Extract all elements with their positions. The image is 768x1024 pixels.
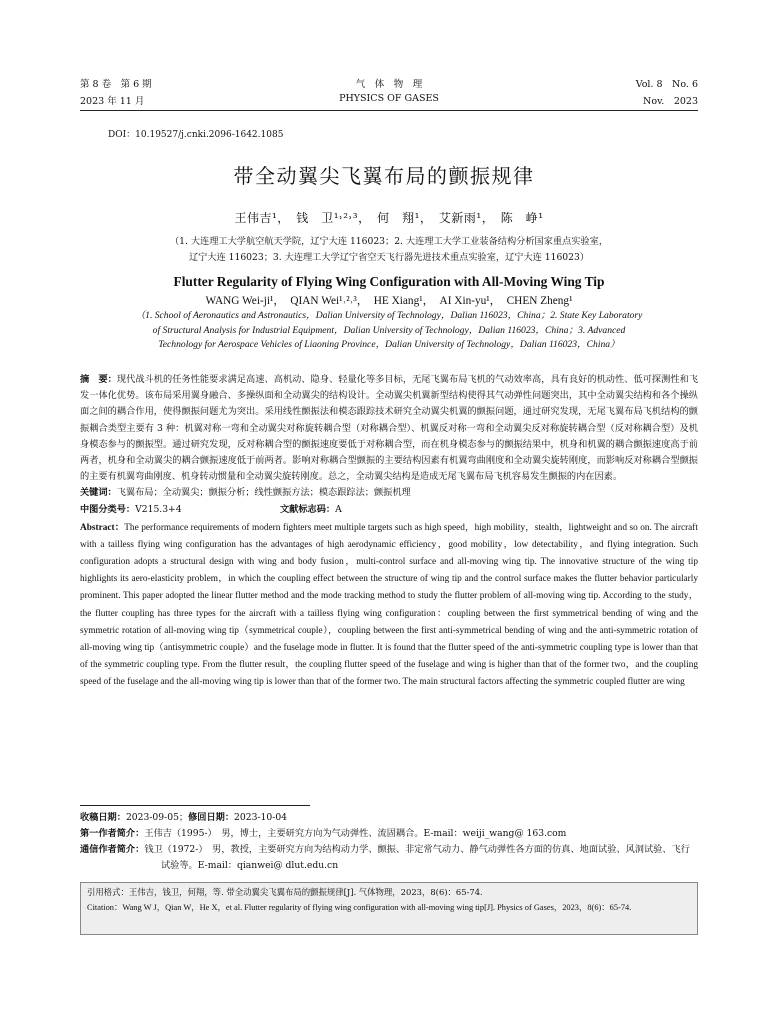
header-rule — [80, 110, 698, 111]
affiliation-en-line: Technology for Aerospace Vehicles of Liaoning Province，Dalian University of Technology，Dalian 116023，China） — [158, 339, 620, 350]
journal-volume: 第 8 卷 第 6 期 — [80, 79, 152, 90]
footnote-rule — [80, 805, 310, 806]
first-author-bio — [80, 826, 698, 842]
title-en: Flutter Regularity of Flying Wing Configuration with All-Moving Wing Tip — [173, 274, 605, 289]
keywords-text: 飞翼布局；全动翼尖；颤振分析；线性颤振方法；模态跟踪法；颤振机理 — [116, 487, 411, 499]
citation-en: Citation：Wang W J，Qian W，He X，et al. Flutter regularity of flying wing configuration with all-moving wing tip[J]. Physics of Gases，2023，8(6)：65-74. — [87, 903, 632, 912]
first-author-text: 王伟吉（1995-） 男，博士，主要研究方向为气动弹性、流固耦合。E-mail：weiji_wang@ 163.com — [144, 828, 567, 839]
first-author-label: 第一作者简介： — [80, 828, 145, 839]
footnotes — [80, 810, 698, 874]
affiliation-en-line: （1. School of Aeronautics and Astronautics，Dalian University of Technology，Dalian 116023，China；2. State Key Laboratory — [135, 310, 643, 321]
journal-date-en: Nov. 2023 — [643, 96, 698, 107]
clc-value: V215.3+4 — [135, 503, 182, 515]
journal-name-cn: 气 体 物 理 — [355, 79, 423, 90]
abstract-cn-label: 摘 要： — [80, 374, 117, 385]
abstract-cn — [80, 372, 698, 485]
abstract-en — [80, 520, 698, 692]
abstract-en-label: Abstract： — [80, 522, 125, 533]
received-label: 收稿日期： — [80, 812, 126, 823]
abstract-section — [80, 372, 698, 692]
abstract-cn-text: 现代战斗机的任务性能要求满足高速、高机动、隐身、轻量化等多目标，无尾飞翼布局飞机的气动效率高，具有良好的机动性、低可探测性和飞发一体化优势。该布局采用翼身融合、多操纵面和全动翼尖的结构设计。全动翼尖机翼新型结构使得其气动弹性问题突出，其中全动翼尖结构和各个操纵面之间的耦合作用，使得颤振问题尤为突出。采用线性颤振法和模态跟踪技术研究全动翼尖机翼的颤振问题，通过研究发现，无尾飞翼布局飞机结构的颤振耦合类型主要有 3 种：机翼对称一弯和全动翼尖对称旋转耦合型（对称耦合型）、机翼反对称一弯和全动翼尖反对称旋转耦合型（反对称耦合型）及机身模态参与的颤振型。通过研究发现，反对称耦合型的颤振速度要低于对称耦合型，而在机身模态参与的颤振结果中，机身和机翼的耦合颤振速度高于前两者，机身和全动翼尖的耦合颤振速度低于前两者。影响对称耦合型颤振的主要结构因素有机翼弯曲刚度和全动翼尖旋转刚度，而影响反对称耦合型颤振的主要有机翼弯曲刚度、机身转动惯量和全动翼尖旋转刚度。总之，全动翼尖结构是造成无尾飞翼布局飞机容易发生颤振的内在因素。 — [80, 374, 699, 483]
affiliations-en — [80, 309, 698, 353]
affiliation-cn-line: （1. 大连理工大学航空航天学院，辽宁大连 116023；2. 大连理工大学工业装备结构分析国家重点实验室， — [169, 236, 609, 247]
revised-label: 修回日期： — [188, 812, 235, 823]
dates-line — [80, 810, 698, 826]
citation-box — [80, 882, 698, 935]
affiliations-cn — [80, 234, 698, 266]
affiliation-cn-line: 辽宁大连 116023；3. 大连理工大学辽宁省空天飞行器先进技术重点实验室，辽宁大连 116023） — [188, 252, 590, 263]
journal-date: 2023 年 11 月 — [80, 96, 145, 107]
keywords-label: 关键词： — [80, 487, 117, 499]
corresponding-label: 通信作者简介： — [80, 844, 145, 855]
doc-code-label: 文献标志码： — [280, 503, 336, 515]
journal-volume-en: Vol. 8 No. 6 — [635, 79, 698, 90]
authors-cn: 王伟吉¹， 钱 卫¹˒²˒³， 何 翔¹， 艾新雨¹， 陈 峥¹ — [234, 211, 544, 225]
title-cn: 带全动翼尖飞翼布局的颤振规律 — [233, 164, 535, 188]
abstract-en-text: The performance requirements of modern fighters meet multiple targets such as high speed，high mobility，stealth，lightweight and so on. The aircraft with a tailless flying wing configuration has the advantages of high aerodynamic efficiency，good mobility，low detectability，and flying integration. Such configuration adopts a structural design with wing and body fusion，multi-control surface and all-moving wing tip. The innovative structure of the wing tip highlights its aero-elasticity problem，in which the coupling effect between the structure of wing tip and the control surface makes the flutter behavior particularly prominent. This paper adopted the linear flutter method and the mode tracking method to study the flutter problem of all-moving wing tip. According to the study，the flutter coupling has three types for the aircraft with a tailless flying wing configuration：coupling between the first symmetrical bending of wing and the symmetric rotation of all-moving wing tip（symmetrical couple），coupling between the first anti-symmetrical bending of wing and the anti-symmetric rotation of all-moving wing tip（antisymmetric couple）and the fuselage mode in flutter. It is found that the flutter speed of the anti-symmetric coupling type is lower than that of the symmetric coupling type. From the flutter result，the coupling flutter speed of the fuselage and wing is higher than that of the former two，and the coupling speed of the fuselage and the all-moving wing tip is lower than that of the former two. The main structural factors affecting the symmetric coupled flutter are wing — [80, 522, 698, 688]
doi: DOI：10.19527/j.cnki.2096-1642.1085 — [108, 130, 284, 140]
received-date: 2023-09-05； — [125, 812, 189, 823]
authors-en: WANG Wei-ji¹， QIAN Wei¹˒²˒³， HE Xiang¹， AI Xin-yu¹， CHEN Zheng¹ — [205, 295, 573, 307]
keywords-cn — [80, 485, 698, 501]
revised-date: 2023-10-04 — [234, 812, 288, 823]
classification-row — [80, 502, 698, 518]
clc-label: 中图分类号： — [80, 503, 136, 515]
citation-cn: 引用格式：王伟吉，钱卫，何翔，等. 带全动翼尖飞翼布局的颤振规律[J]. 气体物理，2023，8(6)：65-74. — [87, 887, 483, 897]
corresponding-author-bio — [80, 842, 698, 874]
affiliation-en-line: of Structural Analysis for Industrial Equipment，Dalian University of Technology，Dalian 116023，China；3. Advanced — [152, 324, 626, 336]
doc-code-value: A — [335, 503, 342, 515]
journal-name-en: PHYSICS OF GASES — [339, 93, 439, 104]
corresponding-text: 钱卫（1972-） 男，教授，主要研究方向为结构动力学、颤振、非定常气动力、静气动弹性各方面的仿真、地面试验、风洞试验、飞行试验等。E-mail：qianwei@ dlut.edu.cn — [144, 844, 690, 871]
